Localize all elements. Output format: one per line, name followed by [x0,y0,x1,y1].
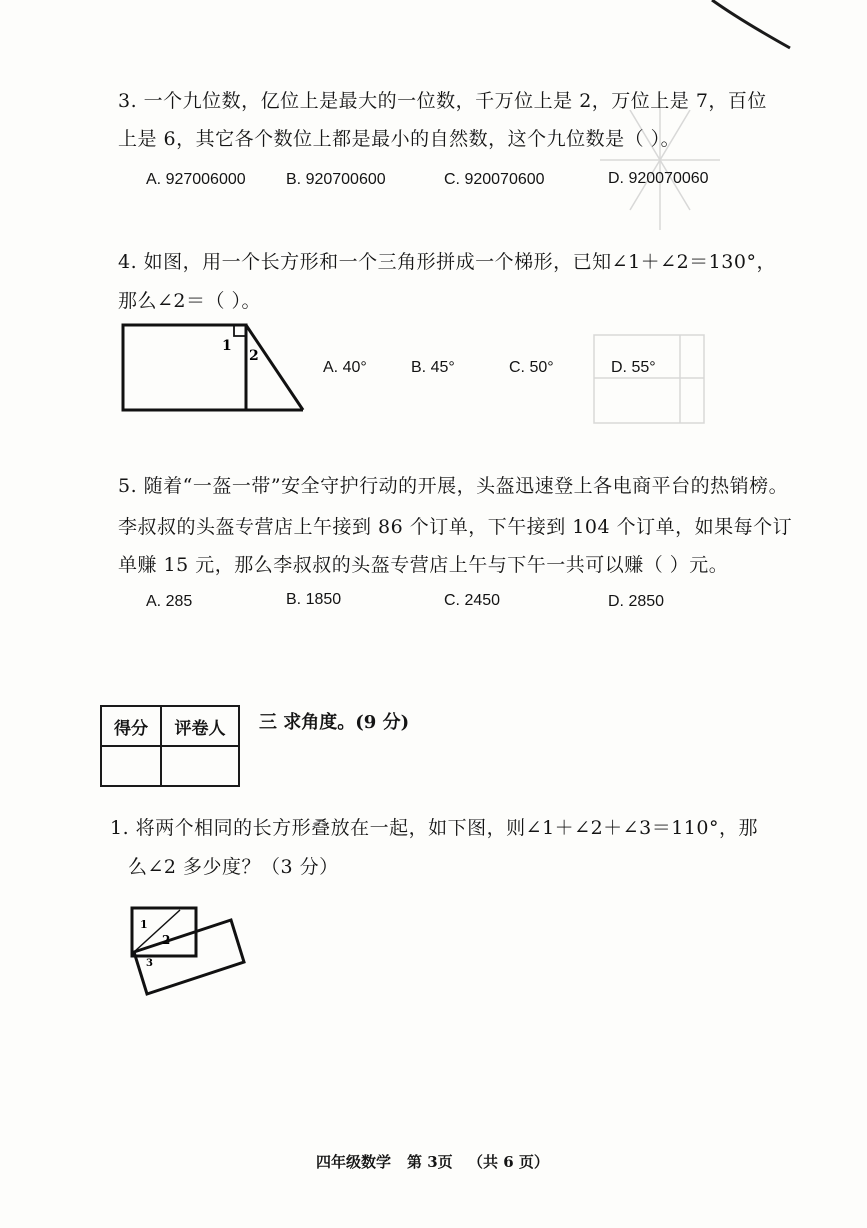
q3-option-c[interactable]: C. 920070600 [444,171,545,188]
q4-option-d[interactable]: D. 55° [611,359,656,376]
q4-line1: 4. 如图，用一个长方形和一个三角形拼成一个梯形，已知∠1＋∠2＝130°， [118,251,776,273]
q4-option-b[interactable]: B. 45° [411,359,455,376]
q5-option-d[interactable]: D. 2850 [608,593,665,610]
overlapping-rectangles-figure [120,900,260,1010]
right-angle-mark [234,325,246,336]
angle-1-label: 1 [222,338,232,354]
footer-subject: 四年级数学 [316,1153,392,1171]
s3-q1-line2: 么∠2 多少度？（3 分） [128,856,339,878]
q4-option-a[interactable]: A. 40° [323,359,367,376]
score-table [100,705,240,787]
q3-line2: 上是 6，其它各个数位上都是最小的自然数，这个九位数是（ ）。 [118,128,681,150]
q4-line2: 那么∠2＝（ ）。 [118,290,262,312]
q5-option-b[interactable]: B. 1850 [286,591,342,608]
triangle-hypotenuse [246,325,303,410]
footer-total: （共 6 页） [468,1153,549,1171]
q3-option-d[interactable]: D. 920070060 [608,170,709,187]
s3-q1-line1: 1. 将两个相同的长方形叠放在一起，如下图，则∠1＋∠2＋∠3＝110°，那 [110,817,758,839]
score-cell[interactable] [101,746,161,786]
q4-option-c[interactable]: C. 50° [509,359,554,376]
q3-line1: 3. 一个九位数，亿位上是最大的一位数，千万位上是 2，万位上是 7，百位 [118,90,767,112]
grader-cell[interactable] [161,746,239,786]
q4-trapezoid-figure [118,320,310,414]
corner-pen-mark [712,0,790,48]
footer-page: 第 3页 [407,1153,453,1171]
q5-option-a[interactable]: A. 285 [146,593,193,610]
q5-line1: 5. 随着“一盔一带”安全守护行动的开展，头盔迅速登上各电商平台的热销榜。 [118,475,789,497]
q5-option-c[interactable]: C. 2450 [444,592,501,609]
grader-header: 评卷人 [161,706,239,746]
q3-option-b[interactable]: B. 920700600 [286,171,386,188]
score-header: 得分 [101,706,161,746]
q3-option-a[interactable]: A. 927006000 [146,171,246,188]
q5-line3: 单赚 15 元，那么李叔叔的头盔专营店上午与下午一共可以赚（ ）元。 [118,554,729,576]
section3-title: 三 求角度。(9 分) [259,712,410,733]
angle-2-label: 2 [249,348,259,364]
angle-1-label: 1 [140,918,148,931]
angle-2-label: 2 [162,933,171,947]
q5-line2: 李叔叔的头盔专营店上午接到 86 个订单，下午接到 104 个订单，如果每个订 [118,516,793,538]
angle-3-label: 3 [146,958,153,969]
